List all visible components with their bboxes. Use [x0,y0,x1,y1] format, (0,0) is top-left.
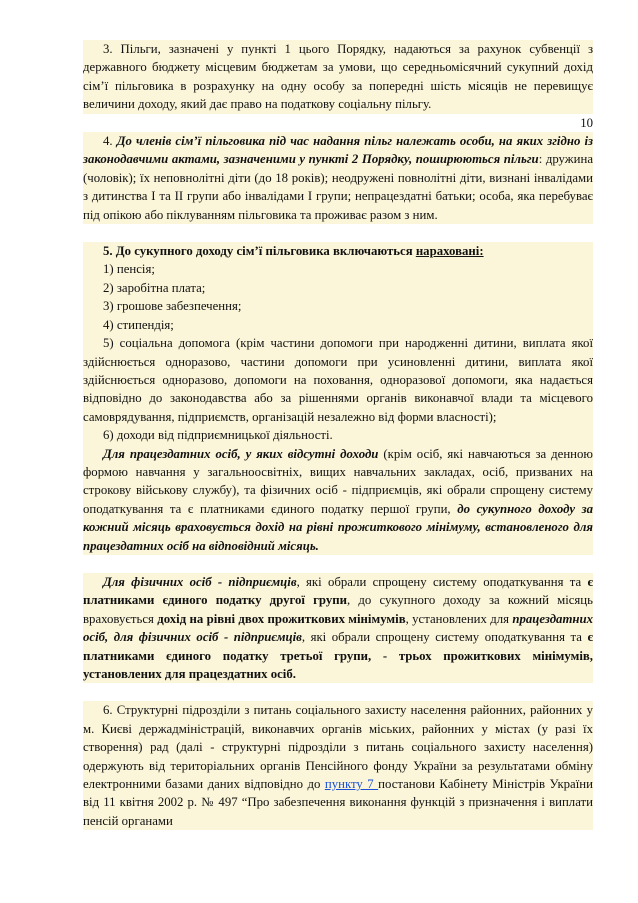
paragraph-4-emphasis: До членів сім’ї пільговика під час надання пільг належать особи, на яких згідно із законодавчими актами, зазначеними у пункті 2 Порядку, поширюються пільги [83,134,593,167]
spacer [83,683,593,701]
paragraph-no-income: Для працездатних осіб, у яких відсутні доходи (крім осіб, які навчаються за денною формою навчання у загальноосвітніх, вищих навчальних закладах, осіб, призваних на строкову військову службу), та фізичних осіб - підприємців, які обрали спрощену систему оподаткування та є платниками єдиного податку першої групи, до сукупного доходу за кожний місяць враховується дохід на рівні прожиткового мінімуму, встановленого для працездатних осіб на відповідний місяць. [83,445,593,555]
paragraph-6: 6. Структурні підрозділи з питань соціального захисту населення районних, районних у м. Києві держадміністрацій, виконавчих органів міських, районних у містах (у разі їх створення) рад (далі - структурні підрозділи з питань соціального захисту населення) одержують від територіальних органів Пенсійного фонду України за результатами обміну електронними базами даних відповідно до пункту 7 постанови Кабінету Міністрів України від 11 квітня 2002 р. № 497 “Про забезпечення виконання функцій з призначення і виплати пенсій органами [83,701,593,830]
income-item: 6) доходи від підприємницької діяльності. [83,426,593,444]
paragraph-3 [83,40,593,114]
paragraph-4: 4. До членів сім’ї пільговика під час надання пільг належать особи, на яких згідно із законодавчими актами, зазначеними у пункті 2 Порядку, поширюються пільги: дружина (чоловік); їх неповнолітні діти (до 18 років); неодружені повнолітні діти, визнані інвалідами з дитинства I та II групи або інвалідами I групи; непрацездатні батьки; особа, яка перебуває під опікою або піклуванням пільговика та проживає разом з ним. [83,132,593,224]
income-item: 3) грошове забезпечення; [83,297,593,315]
document-page [83,40,593,830]
income-item: 4) стипендія; [83,316,593,334]
paragraph-entrepreneurs: Для фізичних осіб - підприємців, які обрали спрощену систему оподаткування та є платниками єдиного податку другої групи, до сукупного доходу за кожний місяць враховується дохід на рівні двох прожиткових мінімумів, установлених для працездатних осіб, для фізичних осіб - підприємців, які обрали спрощену систему оподаткування та є платниками єдиного податку третьої групи, - трьох прожиткових мінімумів, установлених для працездатних осіб. [83,573,593,683]
spacer [83,224,593,242]
paragraph-3-text: 3. Пільги, зазначені у пункті 1 цього Порядку, надаються за рахунок субвенції з державного бюджету місцевим бюджетам за умови, що середньомісячний сукупний дохід сім’ї пільговика в розрахунку на одну особу за попередні шість місяців не перевищує величини доходу, який дає право на податкову соціальну пільгу. [83,42,593,112]
income-item: 5) соціальна допомога (крім частини допомоги при народженні дитини, виплата якої здійснюється одноразово, частини допомоги при усиновленні дитини, виплата якої здійснюється одноразово, допомоги на поховання, одноразової допомоги, яка надається відповідно до законодавства або за рішеннями органів виконавчої влади та місцевого самоврядування, підприємств, організацій незалежно від форми власності); [83,334,593,426]
spacer [83,555,593,573]
page-number: 10 [580,115,593,130]
income-item: 2) заробітна плата; [83,279,593,297]
paragraph-7-link[interactable]: пункту 7 [324,777,379,792]
income-item: 1) пенсія; [83,260,593,278]
paragraph-5-heading: 5. До сукупного доходу сім’ї пільговика включаються нараховані: [83,242,593,260]
